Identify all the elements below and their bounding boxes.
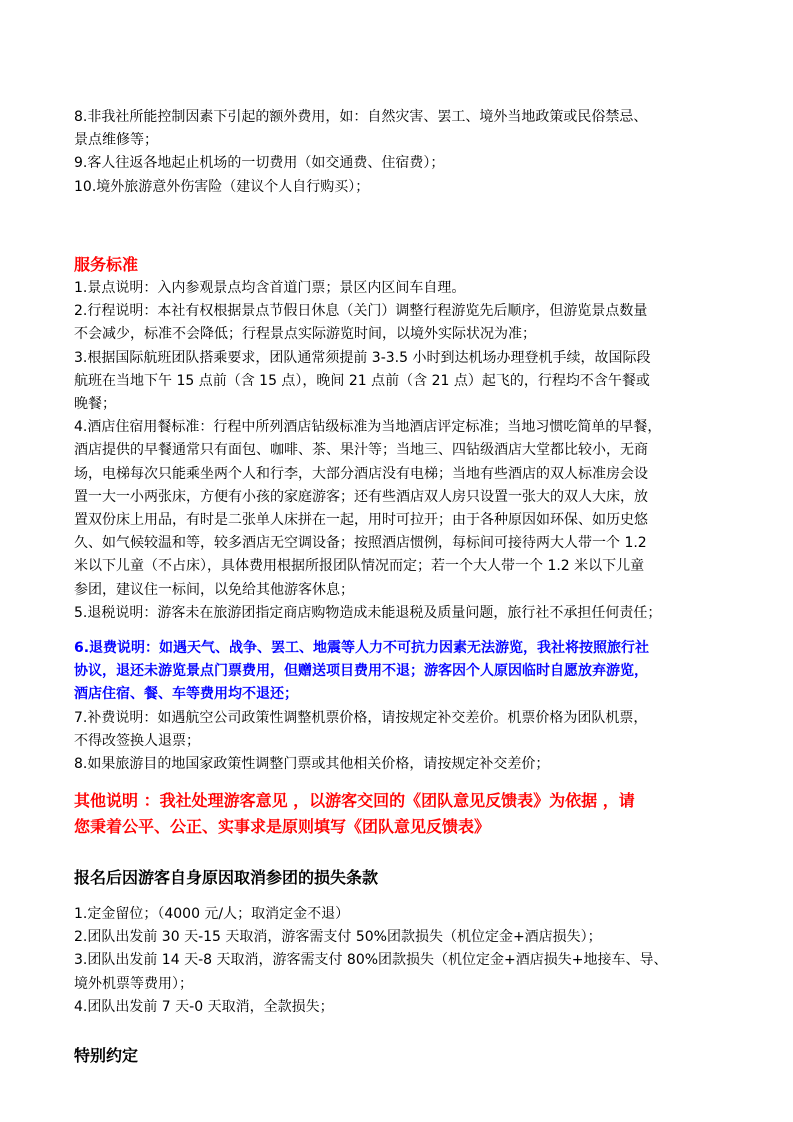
refund-line: 6.退费说明：如遇天气、战争、罢工、地震等人力不可抗力因素无法游览，我社将按照旅行社: [74, 640, 650, 656]
cancellation-line: 境外机票等费用）；: [74, 975, 193, 992]
excluded-line: 8.非我社所能控制因素下引起的额外费用，如：自然灾害、罢工、境外当地政策或民俗禁忌、: [74, 109, 648, 125]
service-line: 航班在当地下午 15 点前（含 15 点），晚间 21 点前（含 21 点）起飞的，行程均不含午餐或: [74, 372, 650, 389]
special-agreement-heading: 特别约定: [74, 1046, 139, 1065]
other-note-block: [74, 788, 635, 839]
service-line: 不会减少，标准不会降低；行程景点实际游览时间，以境外实际状况为准；: [74, 326, 536, 343]
service-line: 酒店提供的早餐通常只有面包、咖啡、茶、果汁等；当地三、四钻级酒店大堂都比较小，无商: [74, 442, 648, 459]
service-line: 米以下儿童（不占床），具体费用根据所报团队情况而定；若一个大人带一个 1.2 米以下儿童: [74, 558, 645, 575]
refund-note-block: [74, 637, 649, 707]
other-note-line: 您秉着公平、公正、实事求是原则填写《团队意见反馈表》: [74, 816, 491, 836]
service-line: 4.酒店住宿用餐标准：行程中所列酒店钻级标准为当地酒店评定标准；当地习惯吃简单的早餐，: [74, 419, 662, 436]
excluded-line: 景点维修等；: [74, 132, 158, 149]
service-line: 7.补费说明：如遇航空公司政策性调整机票价格，请按规定补交差价。机票价格为团队机票，: [74, 710, 648, 726]
cancellation-line: 3.团队出发前 14 天-8 天取消，游客需支付 80%团款损失（机位定金+酒店损失+地接车、导、: [74, 952, 668, 969]
service-line: 场，电梯每次只能乘坐两个人和行李，大部分酒店没有电梯；当地有些酒店的双人标准房会设: [74, 465, 648, 482]
service-line: 晚餐；: [74, 396, 116, 413]
cancellation-heading: 报名后因游客自身原因取消参团的损失条款: [74, 868, 379, 887]
other-note-line: 其他说明 ：我社处理游客意见 ，以游客交回的《团队意见反馈表》为依据 ，请: [74, 791, 635, 810]
service-line: 置双份床上用品，有时是二张单人床拼在一起，用时可拉开；由于各种原因如环保、如历史悠: [74, 512, 648, 529]
excluded-line: 10.境外旅游意外伤害险（建议个人自行购买）；: [74, 178, 370, 195]
service-line: 3.根据国际航班团队搭乘要求，团队通常须提前 3-3.5 小时到达机场办理登机手续，故国际段: [74, 349, 651, 366]
service-line: 1.景点说明：入内参观景点均含首道门票；景区内区间车自理。: [74, 280, 466, 296]
service-line: 8.如果旅游目的地国家政策性调整门票或其他相关价格，请按规定补交差价；: [74, 756, 550, 773]
refund-line: 协议，退还未游览景点门票费用，但赠送项目费用不退；游客因个人原因临时自愿放弃游览，: [74, 663, 648, 680]
service-line: 不得改签换人退票；: [74, 733, 200, 750]
service-standard-heading: 服务标准: [74, 255, 139, 274]
cancellation-line: 4.团队出发前 7 天-0 天取消，全款损失；: [74, 998, 334, 1015]
service-line: 参团，建议住一标间，以免给其他游客休息；: [74, 581, 354, 598]
service-line: 2.行程说明：本社有权根据景点节假日休息（关门）调整行程游览先后顺序，但游览景点数量: [74, 303, 648, 320]
cancellation-line: 2.团队出发前 30 天-15 天取消，游客需支付 50%团款损失（机位定金+酒店损失）；: [74, 929, 602, 946]
supplement-block: [74, 707, 647, 777]
cancellation-line: 1.定金留位；（4000 元/人；取消定金不退）: [74, 906, 350, 922]
cancellation-terms: [74, 903, 668, 1019]
excluded-costs-block: [74, 106, 647, 199]
service-line: 5.退税说明：游客未在旅游团指定商店购物造成未能退税及质量问题，旅行社不承担任何责任；: [74, 604, 662, 621]
service-line: 置一大一小两张床，方便有小孩的家庭游客；还有些酒店双人房只设置一张大的双人大床，放: [74, 488, 648, 505]
service-standard-items: [74, 277, 661, 625]
refund-line: 酒店住宿、餐、车等费用均不退还；: [74, 686, 298, 703]
service-line: 久、如气候较温和等，较多酒店无空调设备；按照酒店惯例，每标间可接待两大人带一个 1.2: [74, 535, 647, 552]
excluded-line: 9.客人往返各地起止机场的一切费用（如交通费、住宿费）；: [74, 155, 445, 172]
